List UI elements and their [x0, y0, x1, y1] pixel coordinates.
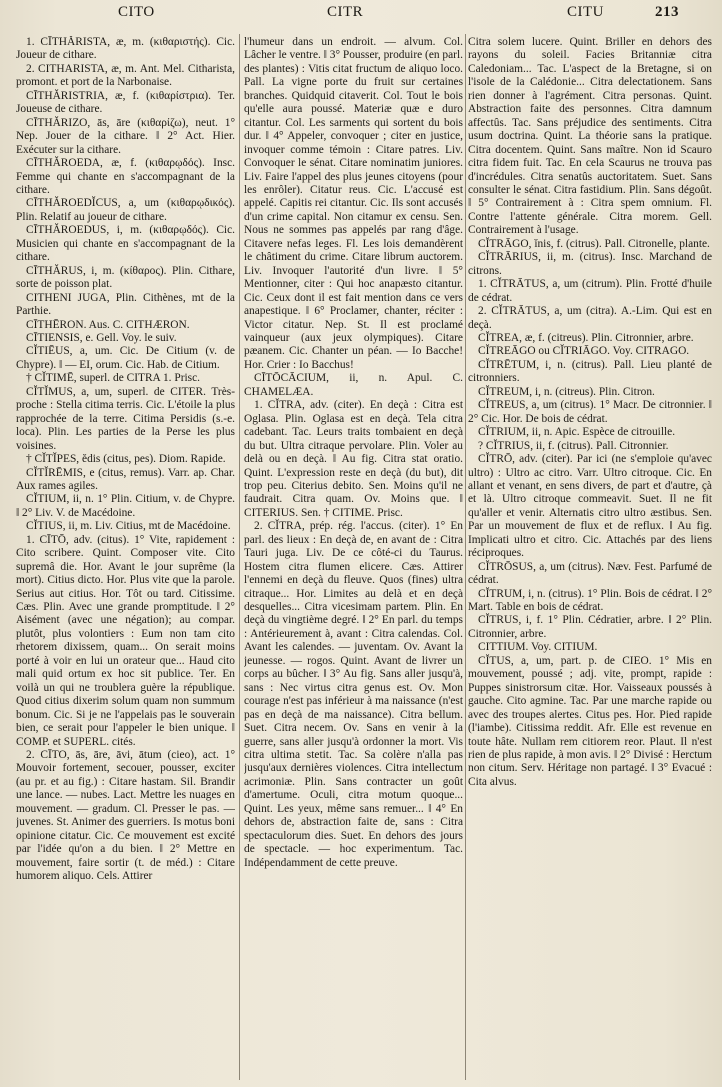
running-header — [0, 2, 722, 28]
dictionary-entry: CĬTRĀRIUS, ii, m. (citrus). Insc. Marchand de citrons. — [468, 251, 712, 277]
dictionary-entry: 1. CĪTŌ, adv. (citus). 1° Vite, rapidement : Cito scribere. Quint. Composer vite. Cito supremâ die. Hor. Avant le jour suprême (la mort). Citius dicto. Hor. Plus vite que la parole. Serius aut citius. Hor. Tôt ou tard. Citissime. Cæs. Plin. Avec une grande promptitude. ‖ 2° Aisément (avec une négation); au compar. plutôt, plus volontiers : Eum non tam cito rhetorem dixissem, quam... On serait moins porté à voir en lui un orateur que... Haud cito mali quid ortum ex hoc sit publice. Ter. En voilà un qui ne troublera guère la république. Quod citius dixerim solum quam non summum bonum. Cic. Si je ne l'appelais pas le souverain bien, ce serait pour l'appeler le bien unique. ‖ COMP. et SUPERL. cités. — [16, 533, 235, 748]
dictionary-entry: CĬTREĀGO ou CĬTRIĀGO. Voy. CITRAGO. — [478, 345, 690, 358]
dictionary-entry: CĪTHĂROEDUS, i, m. (κιθαρῳδός). Cic. Musicien qui chante en s'accompagnant de la cithare. — [16, 224, 235, 264]
dictionary-entry: 1. CĪTHĂRISTA, æ, m. (κιθαριστής). Cic. Joueur de cithare. — [16, 36, 235, 62]
header-left-guideword: CITO — [118, 4, 155, 20]
page-number: 213 — [655, 4, 679, 20]
dictionary-entry: 2. CITHARISTA, æ, m. Ant. Mel. Citharista, promont. et port de la Narbonaise. — [16, 62, 235, 89]
dictionary-entry: CĪTHĂRISTRIA, æ, f. (κιθαρίστρια). Ter. Joueuse de cithare. — [16, 89, 235, 116]
dictionary-entry: CĬTRŌSUS, a, um (citrus). Næv. Fest. Parfumé de cédrat. — [468, 560, 712, 587]
header-middle-guideword: CITR — [327, 4, 364, 20]
dictionary-entry: CĬTRĀGO, ĭnis, f. (citrus). Pall. Citronelle, plante. — [478, 237, 710, 250]
dictionary-entry: CĬTRĒTUM, i, n. (citrus). Pall. Lieu planté de citronniers. — [468, 358, 712, 385]
dictionary-entry: ? CĬTRIUS, ii, f. (citrus). Pall. Citronnier. — [478, 439, 669, 452]
dictionary-entry: 2. CĬTRA, prép. rég. l'accus. (citer). 1° En parl. des lieux : En deçà de, en avant de : Citra Tauri juga. Liv. De ce côté-ci du Taurus. Hostem citra flumen elicere. Cæs. Attirer l'ennemi en deçà du fleuve. Quos (fines) ultra citraque... Hor. Limites au delà et en deçà desquelles... Citra vicesimam partem. Plin. En deçà du vingtième degré. ‖ 2° En parl. du temps : Antérieurement à, avant : Citra calendas. Col. Avant les calendes. — juventam. Ov. Avant la jeunesse. — rogos. Quint. Avant de livrer un corps au bûcher. ‖ 3° Au fig. Sans aller jusqu'à, sans : Nec virtus citra genus est. Ov. Mon courage n'est pas inférieur à ma naissance (n'est pas en deçà de ma naissance). Citra bellum. Suet. Citra necem. Ov. Sans en venir à la guerre, sans aller jusqu'à ordonner la mort. Vis citra ultima stetit. Tac. Sa colère n'alla pas jusqu'aux dernières violences. Citra intellectum acrimoniæ. Plin. Sans contracter un goût d'amertume. Oculi, citra motum quoque... Quint. Les yeux, même sans remuer... ‖ 4° En dehors de, abstraction faite de, sans : Citra spectaculorum dies. Suet. En dehors des jours de spectacle. — hoc experimentum. Tac. Indépendamment de cette preuve. — [244, 520, 463, 869]
dictionary-entry: CĬTRŌ, adv. (citer). Par ici (ne s'emploie qu'avec ultro) : Ultro ac citro. Varr. Ultro citroque. Cic. En allant et venant, en sens divers, de part et d'autre, çà et là. Ultro citroque commeavit. Suet. Il ne fit qu'aller et venir. Alternatis citro ultro æstibus. Sen. Par un mouvement de flux et de reflux. ‖ Au fig. Implicati ultro et citro. Cic. Attachés par des liens réciproques. — [468, 453, 712, 560]
dictionary-entry: CĪTHĂRUS, i, m. (κίθαρος). Plin. Cithare, sorte de poisson plat. — [16, 264, 235, 291]
dictionary-entry: CITTIUM. Voy. CITIUM. — [478, 641, 598, 654]
column-divider — [239, 34, 240, 1080]
dictionary-entry: CĬTIĒUS, a, um. Cic. De Citium (v. de Chypre). ‖ — EI, orum. Cic. Hab. de Citium. — [16, 345, 235, 371]
dictionary-entry: Citra solem lucere. Quint. Briller en dehors des rayons du soleil. Facies Britanniæ citra Caledoniam... Tac. L'aspect de la Bretagne, si on l'isole de la Calédonie... Citra delectationem. Sans rien donner à l'agrément. Citra personas. Quint. Abstraction faite des personnes. Citra damnum affectûs. Tac. Sans préjudice des sentiments. Citra usum doctrina. Quint. La théorie sans la pratique. Citra docentem. Quint. Sans maître. Non id Scauro citra fidem fuit. Tac. En cela Scaurus ne trouva pas d'incrédules. Citra senatûs auctoritatem. Suet. Sans consulter le sénat. Citra fastidium. Plin. Sans dégoût. ‖ 5° Contrairement à : Citra spem omnium. Fl. Contre l'attente générale. Citra morem. Gell. Contrairement à l'usage. — [468, 36, 712, 237]
dictionary-entry: l'humeur dans un endroit. — alvum. Col. Lâcher le ventre. ‖ 3° Pousser, produire (en parl. des plantes) : Vitis citat fructum de aliquo loco. Pall. La vigne porte du fruit sur certaines branches. Quidquid citaverit. Col. Tout le bois qu'elle aura poussé. Materiæ quæ e duro citantur. Col. Les sarments qui sortent du bois dur. ‖ 4° Appeler, convoquer ; citer en justice, invoquer comme témoin : Citare patres. Liv. Convoquer le sénat. Citare nominatim juniores. Liv. Faire l'appel des plus jeunes citoyens (pour les enrôler). Citatur reus. Cic. L'accusé est appelé. Capitis rei citantur. Cic. Ils sont accusés d'un crime capital. Non citamur ex censu. Sen. Nous ne sommes pas appelés par rang d'âge. Citavere nefas leges. Fl. Les lois demandèrent le châtiment du crime. Citare librum auctorem. Liv. Invoquer l'autorité d'un livre. ‖ 5° Mentionner, citer : Qui hoc anapæsto citantur. Cic. Ceux dont il est fait mention dans ce vers anapestique. ‖ 6° Proclamer, chanter, réciter : Victor citatur. Nep. St. Il est proclamé vainqueur (aux jeux olympiques). Citare pæanem. Cic. Chanter un péan. — Io Bacche! Hor. Crier : Io Bacchus! — [244, 36, 463, 371]
dictionary-entry: † CĬTĬPES, ĕdis (citus, pes). Diom. Rapide. — [26, 453, 226, 466]
dictionary-entry: CĬTRUM, i, n. (citrus). 1° Plin. Bois de cédrat. ‖ 2° Mart. Table en bois de cédrat. — [468, 587, 712, 614]
dictionary-entry: CĪTIENSIS, e. Gell. Voy. le suiv. — [26, 331, 177, 344]
dictionary-entry: CĬTUS, a, um, part. p. de CIEO. 1° Mis en mouvement, poussé ; adj. vite, prompt, rapide : Puppes sinistrorsum citæ. Hor. Vaisseaux poussés à gauche. Cito agmine. Tac. Par une marche rapide ou avec des troupes alertes. Citus pes. Hor. Pied rapide (l'iambe). Citissima reddit. Afr. Elle est revenue en toute hâte. Nullam rem citiorem reor. Plaut. Il n'est rien de plus rapide, à mon avis. ‖ 2° Divisé : Herctum non citum. Serv. Héritage non partagé. ‖ 3° Evacué : Cita alvus. — [468, 654, 712, 788]
dictionary-entry: CĬTRIUM, ii, n. Apic. Espèce de citrouille. — [478, 426, 676, 439]
dictionary-entry: CĬTĬRĒMIS, e (citus, remus). Varr. ap. Char. Aux rames agiles. — [16, 466, 235, 492]
dictionary-entry: 1. CĬTRA, adv. (citer). En deçà : Citra est Oglasa. Plin. Oglasa est en deçà. Tela citra cadebant. Tac. Leurs traits tombaient en deçà du but. Ultra citraque pervolare. Plin. Voler au delà ou en deçà. ‖ Au fig. Citra stat oratio. Quint. L'expression reste en deçà (du but), dit trop peu. Citerius debito. Sen. Moins qu'il ne faudrait. Citra quam. Ov. Moins que. ‖ CITERIUS. Sen. † CITIME. Prisc. — [244, 399, 463, 519]
dictionary-entry: 2. CĬTRĀTUS, a, um (citra). A.-Lim. Qui est en deçà. — [468, 305, 712, 331]
dictionary-entry: CĬTREA, æ, f. (citreus). Plin. Citronnier, arbre. — [478, 331, 694, 344]
column-right — [468, 36, 712, 1080]
column-middle — [244, 36, 463, 1080]
dictionary-entry: 2. CĪTO, ās, āre, āvi, ātum (cieo), act. 1° Mouvoir fortement, secouer, pousser, exciter (au pr. et au fig.) : Citare hastam. Sil. Brandir une lance. — nubes. Lact. Mettre les nuages en mouvement. — gradum. Cl. Presser le pas. — juvenes. St. Animer des guerriers. Is motus boni opinione citatur. Cic. Ce mouvement est excité par l'idée qu'on a du bien. ‖ 2° Mettre en mouvement, faire sortir (t. de méd.) : Citare humorem aliquo. Cels. Attirer — [16, 749, 235, 883]
column-divider — [465, 34, 466, 1080]
dictionary-entry: CĬTREUM, i, n. (citreus). Plin. Citron. — [478, 385, 655, 398]
dictionary-entry: CĪTHĂROEDA, æ, f. (κιθαρῳδός). Insc. Femme qui chante en s'accompagnant de la cithare. — [16, 157, 235, 196]
dictionary-entry: CĪTHĂROEDĬCUS, a, um (κιθαρῳδικός). Plin. Relatif au joueur de cithare. — [16, 197, 235, 223]
column-left — [16, 36, 235, 1080]
header-right-guideword: CITU — [567, 4, 604, 20]
dictionary-entry: CĪTHĂRIZO, ās, āre (κιθαρίζω), neut. 1° Nep. Jouer de la cithare. ‖ 2° Act. Hier. Exécuter sur la cithare. — [16, 116, 235, 156]
dictionary-entry: CITHENI JUGA, Plin. Cithènes, mt de la Parthie. — [16, 291, 235, 318]
dictionary-entry: 1. CĬTRĀTUS, a, um (citrum). Plin. Frotté d'huile de cédrat. — [468, 278, 712, 304]
dictionary-entry: CĬTRUS, i, f. 1° Plin. Cédratier, arbre. ‖ 2° Plin. Citronnier, arbre. — [468, 614, 712, 640]
dictionary-entry: CĪTŌCĀCIUM, ii, n. Apul. C. CHAMELÆA. — [244, 372, 463, 398]
dictionary-entry: CĬTREUS, a, um (citrus). 1° Macr. De citronnier. ‖ 2° Cic. Hor. De bois de cédrat. — [468, 399, 712, 425]
dictionary-entry: CĬTIUS, ii, m. Liv. Citius, mt de Macédoine. — [26, 520, 231, 533]
dictionary-entry: CĬTĬMUS, a, um, superl. de CITER. Très-proche : Stella citima terris. Cic. L'étoile la plus rapprochée de la terre. Citima Persidis (s.-e. loca). Plin. Les parties de la Perse les plus voisines. — [16, 385, 235, 452]
dictionary-entry: CĪTHĒRON. Aus. C. CITHÆRON. — [26, 318, 190, 331]
dictionary-entry: CĬTIUM, ii, n. 1° Plin. Citium, v. de Chypre. ‖ 2° Liv. V. de Macédoine. — [16, 493, 235, 519]
dictionary-entry: † CĬTIMĒ, superl. de CITRA 1. Prisc. — [26, 372, 201, 385]
